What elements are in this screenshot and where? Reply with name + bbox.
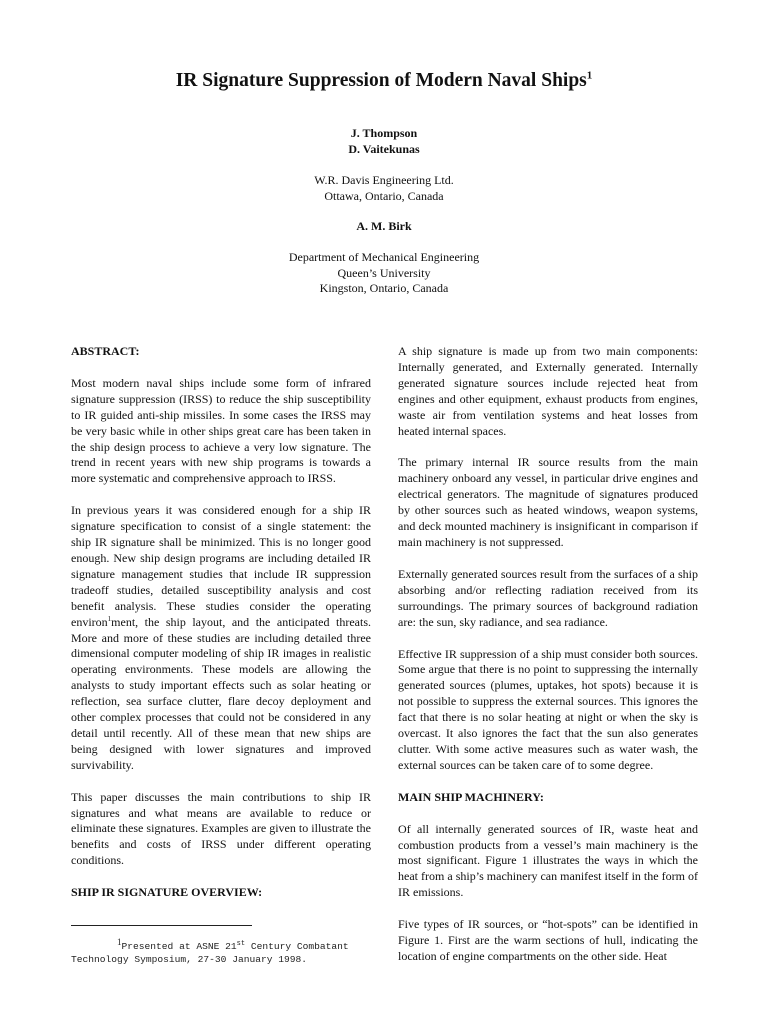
section-heading-machinery: MAIN SHIP MACHINERY: — [398, 789, 544, 804]
footnote-text: Presented at ASNE 21 — [121, 941, 237, 952]
affiliation-2 — [0, 250, 768, 297]
paragraph-text: In previous years it was considered enough for a ship IR signature specification to consist of a single statement: the ship IR signature shall be minimized. This is no longer good enough. New ship design programs are including detailed IR signature management studies that include IR suppression tradeoff studies, detailed susceptibility analysis and cost benefit analysis. These studies consider the operating environ — [71, 503, 371, 629]
body-paragraph: The primary internal IR source results from the main machinery onboard any vessel, in particular drive engines and electrical generators. The magnitude of signatures produced by other sources such as heated windows, weapon systems, and deck mounted machinery is insignificant in comparison if main machinery is not suppressed. — [398, 455, 698, 549]
author-name: A. M. Birk — [356, 219, 412, 233]
affiliation-1 — [0, 173, 768, 204]
footnote — [71, 936, 371, 966]
author-name: J. Thompson — [350, 126, 418, 140]
footnote-text: Century Combatant — [245, 941, 349, 952]
body-paragraph: Five types of IR sources, or “hot-spots” can be identified in Figure 1. First are the warm sections of hull, indicating the location of engine compartments on the other side. Heat — [398, 917, 698, 963]
inline-marker: 1 — [107, 614, 112, 623]
body-paragraph: A ship signature is made up from two main components: Internally generated, and Externally generated. Internally generated signature sources include rejected heat from engines and other equipment, exhaust products from engines, waste air from ventilation systems and heat losses from heated internal spaces. — [398, 344, 698, 438]
title-footnote-marker: 1 — [586, 69, 593, 82]
affiliation-line: Kingston, Ontario, Canada — [319, 281, 449, 295]
author-name: D. Vaitekunas — [348, 141, 420, 156]
affiliation-line: W.R. Davis Engineering Ltd. — [314, 173, 454, 187]
footnote-marker: 1 — [117, 936, 122, 947]
affiliation-line: Department of Mechanical Engineering — [288, 250, 480, 264]
footnote-line: Technology Symposium, 27-30 January 1998. — [71, 953, 308, 965]
body-paragraph: Externally generated sources result from the surfaces of a ship absorbing and/or reflecting radiation received from its surroundings. The primary sources of background radiation are: the sun, sky radiance, and sea radiance. — [398, 566, 698, 629]
paragraph-text: ment, the ship layout, and the anticipated threats. More and more of these studies are including detailed three dimensional computer modeling of ship IR images in realistic operating environments. These models are allowing the analysts to study important effects such as solar heating or reflection, sea surface clutter, flare decoy deployment and other complex processes that could not be considered in any detail until recently. All of these mean that new ships are being designed with lower signatures and improved survivability. — [71, 614, 371, 772]
author-names-1 — [0, 126, 768, 157]
right-column — [398, 344, 698, 981]
abstract-paragraph: Most modern naval ships include some form of infrared signature suppression (IRSS) to reduce the ship susceptibility to IR guided anti-ship missiles. In some cases the IRSS may be very basic while in other ships great care has been taken in the ship design process to achieve a very low signature. The trend in recent years with new ship programs is towards a more systematic and comprehensive approach to IRSS. — [71, 375, 371, 486]
footnote-sup: st — [236, 939, 246, 948]
author-names-2 — [0, 219, 768, 235]
title-text: IR Signature Suppression of Modern Naval Ships — [175, 70, 587, 91]
affiliation-line: Ottawa, Ontario, Canada — [324, 188, 444, 203]
left-column — [71, 344, 371, 917]
body-paragraph — [71, 503, 371, 773]
footnote-line — [71, 936, 371, 954]
body-paragraph: This paper discusses the main contributions to ship IR signatures and what means are available to reduce or eliminate these signatures. Examples are given to illustrate the benefits and costs of IRSS under different operating conditions. — [71, 789, 371, 868]
footnote-rule — [71, 925, 252, 926]
section-heading-overview: SHIP IR SIGNATURE OVERVIEW: — [71, 885, 263, 900]
abstract-heading: ABSTRACT: — [71, 344, 140, 358]
body-paragraph: Effective IR suppression of a ship must consider both sources. Some argue that there is no point to suppressing the internally generated sources (plumes, uptakes, hot spots) because it is not possible to suppress the external sources. This ignores the fact that there is no solar heating at night or when the sky is overcast. It also ignores the fact that the sun also generates clutter. With some active measures such as water wash, the external sources can be taken care of to some degree. — [398, 646, 698, 772]
body-paragraph: Of all internally generated sources of IR, waste heat and combustion products from a vessel’s main machinery is the most significant. Figure 1 illustrates the ways in which the heat from a ship’s machinery can manifest itself in the form of IR emissions. — [398, 821, 698, 900]
affiliation-line: Queen’s University — [337, 265, 431, 280]
paper-title — [0, 70, 768, 92]
